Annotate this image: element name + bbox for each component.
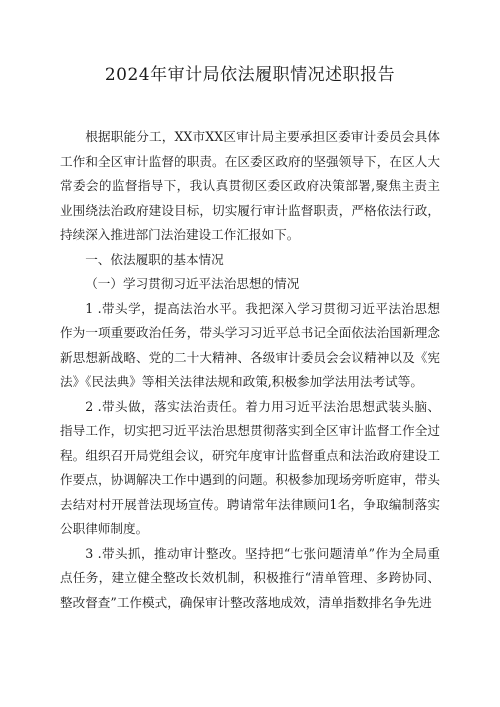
subsection-heading-1: （一）学习贯彻习近平法治思想的情况	[85, 276, 300, 291]
item-paragraph-1: 1 .带头学，提高法治水平。我把深入学习贯彻习近平法治思想作为一项重要政治任务，带头学习习近平总书记全面依法治国新理念新思想新战略、党的二十大精神、各级审计委员会会议精神以及《宪法》《民法典》等相关法律法规和政策,积极参加学法用法考试等。	[60, 300, 440, 389]
item-paragraph-3: 3 .带头抓，推动审计整改。坚持把“七张问题清单”作为全局重点任务，建立健全整改长效机制，积极推行“清单管理、多跨协同、整改督查”工作模式，确保审计整改落地成效，清单指数排名争先进	[60, 545, 440, 610]
intro-paragraph: 根据职能分工，XX市XX区审计局主要承担区委审计委员会具体工作和全区审计监督的职责。在区委区政府的坚强领导下，在区人大常委会的监督指导下，我认真贯彻区委区政府决策部署,聚焦主责主业围绕法治政府建设目标，切实履行审计监督职责，严格依法行政，持续深入推进部门法治建设工作汇报如下。	[60, 129, 440, 242]
item-paragraph-2: 2 .带头做，落实法治责任。着力用习近平法治思想武装头脑、指导工作，切实把习近平法治思想贯彻落实到全区审计监督工作全过程。组织召开局党组会议，研究年度审计监督重点和法治政府建设工作要点，协调解决工作中遇到的问题。积极参加现场旁听庭审，带头去结对村开展普法现场宣传。聘请常年法律顾问1名，争取编制落实公职律师制度。	[60, 398, 440, 536]
section-heading-1: 一、依法履职的基本情况	[85, 251, 224, 267]
document-title: 2024年审计局依法履职情况述职报告	[104, 65, 396, 85]
